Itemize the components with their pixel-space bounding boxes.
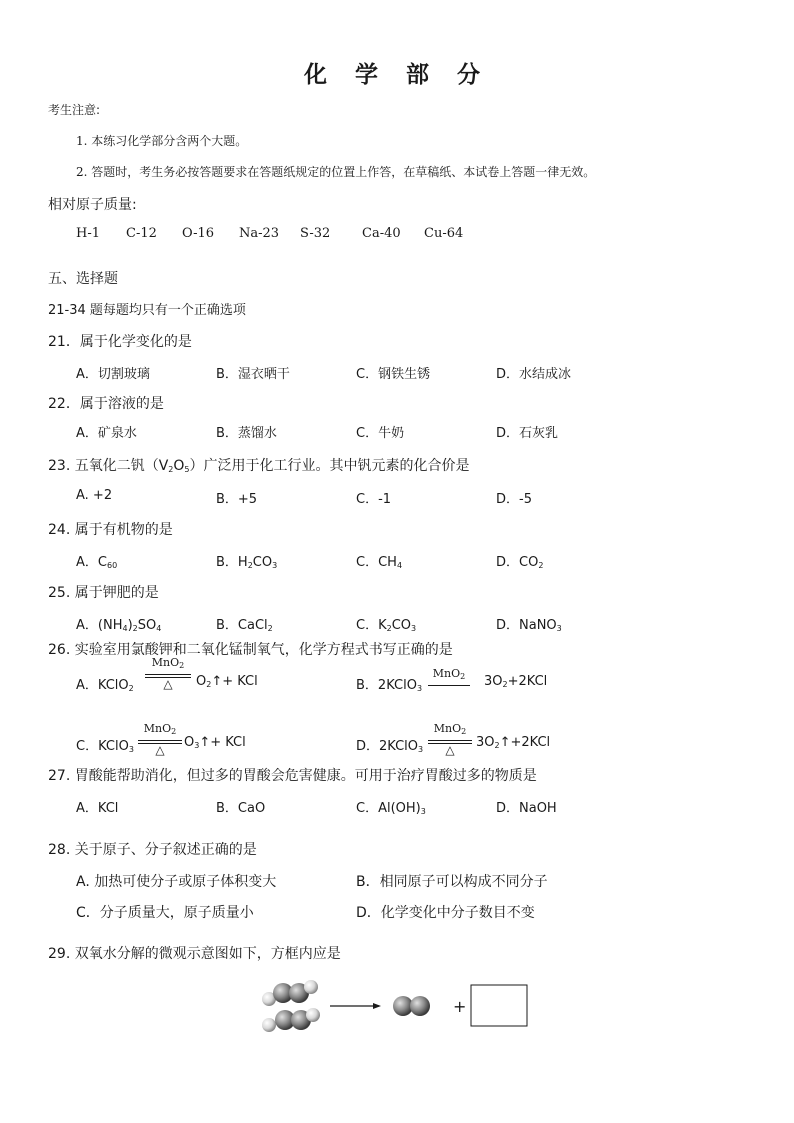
decomposition-diagram <box>255 975 545 1037</box>
q26-option-a-left: A．KClO$_2$ <box>76 678 134 693</box>
q24-option-b: B．$H_2CO_3$ <box>216 555 278 570</box>
q27-option-b: B．CaO <box>216 801 266 816</box>
q26-option-d-condition <box>428 723 472 757</box>
q25-option-d: D．NaNO$_3$ <box>496 618 562 633</box>
q24-option-d: D．$CO_2$ <box>496 555 544 570</box>
answer-box <box>471 985 527 1026</box>
q21-option-d: D．水结成冰 <box>496 367 572 382</box>
q26-option-c-right: $O_3↑+$ KCl <box>184 735 246 750</box>
q24-option-c: C．$CH_4$ <box>356 555 403 570</box>
q22-option-a: A．矿泉水 <box>76 426 137 441</box>
q26-option-c-left: C．KClO$_3$ <box>76 739 134 754</box>
q23-option-a: A. +2 <box>76 488 113 503</box>
hydrogen-atom <box>306 1008 320 1022</box>
q27-stem: 27. 胃酸能帮助消化，但过多的胃酸会危害健康。可用于治疗胃酸过多的物质是 <box>48 768 537 784</box>
q26-option-d-right: $3O_2↑+2KCl$ <box>476 735 551 750</box>
reaction-arrow <box>330 1003 381 1009</box>
q28-stem: 28. 关于原子、分子叙述正确的是 <box>48 842 257 858</box>
atomic-mass-na: Na-23 <box>239 226 280 241</box>
q25-option-b: B．CaCl$_2$ <box>216 618 273 633</box>
q23-option-d: D．-5 <box>496 492 532 507</box>
catalyst-label: MnO$_2$ <box>151 656 185 670</box>
oxygen-molecule <box>393 996 430 1016</box>
q27-option-c: C．$Al(OH)_3$ <box>356 801 426 816</box>
q26-option-a-right: $O_2↑+$ KCl <box>196 674 258 689</box>
q23-stem: 23. 五氧化二钒$(V_2O_5)$广泛用于化工行业。其中钒元素的化合价是 <box>48 458 470 474</box>
q26-stem: 26. 实验室用氯酸钾和二氧化锰制氧气，化学方程式书写正确的是 <box>48 642 453 658</box>
atomic-mass-o: O-16 <box>182 226 215 241</box>
q25-option-c: C．$K_2CO_3$ <box>356 618 417 633</box>
hydrogen-peroxide-molecule-bottom <box>262 1008 320 1032</box>
atomic-mass-s: S-32 <box>300 226 331 241</box>
q21-option-c: C．钢铁生锈 <box>356 367 431 382</box>
atomic-mass-c: C-12 <box>126 226 157 241</box>
q21-option-b: B．湿衣晒干 <box>216 367 290 382</box>
page-title: 化 学 部 分 <box>303 62 491 88</box>
q26-option-b-left: B．2KClO$_3$ <box>356 678 423 693</box>
q24-option-a: A．$C_{60}$ <box>76 555 118 570</box>
q25-stem: 25. 属于钾肥的是 <box>48 585 159 601</box>
q28-option-c: C．分子质量大，原子质量小 <box>76 905 254 921</box>
q21-option-a: A．切割玻璃 <box>76 367 150 382</box>
q22-stem: 22．属于溶液的是 <box>48 396 164 412</box>
heat-symbol: △ <box>163 677 173 691</box>
q27-option-a: A．KCl <box>76 801 119 816</box>
q23-option-c: C．-1 <box>356 492 392 507</box>
notice-item-1: 1. 本练习化学部分含两个大题。 <box>76 134 248 148</box>
oxygen-atom <box>410 996 430 1016</box>
atomic-mass-heading: 相对原子质量: <box>48 197 137 213</box>
q28-option-a: A. 加热可使分子或原子体积变大 <box>76 874 277 890</box>
q21-stem: 21．属于化学变化的是 <box>48 334 192 350</box>
notice-heading: 考生注意: <box>48 103 101 117</box>
notice-item-2: 2. 答题时，考生务必按答题要求在答题纸规定的位置上作答，在草稿纸、本试卷上答题一律无效。 <box>76 165 596 179</box>
hydrogen-atom <box>262 1018 276 1032</box>
heat-symbol: △ <box>155 743 165 757</box>
q23-option-b: B．+5 <box>216 492 258 507</box>
catalyst-label: MnO$_2$ <box>143 722 177 736</box>
q28-option-d: D．化学变化中分子数目不变 <box>356 905 535 921</box>
q26-option-b-condition <box>428 668 470 686</box>
q22-option-d: D．石灰乳 <box>496 426 559 441</box>
q26-option-a-condition <box>145 657 191 691</box>
q22-option-b: B．蒸馏水 <box>216 426 277 441</box>
hydrogen-atom <box>304 980 318 994</box>
heat-symbol: △ <box>445 743 455 757</box>
catalyst-label: MnO$_2$ <box>432 667 466 681</box>
q29-stem: 29. 双氧水分解的微观示意图如下，方框内应是 <box>48 946 341 962</box>
atomic-mass-cu: Cu-64 <box>424 226 464 241</box>
hydrogen-peroxide-molecule-top <box>262 980 318 1006</box>
section-heading: 五、选择题 <box>48 271 118 287</box>
q27-option-d: D．NaOH <box>496 801 557 816</box>
atomic-mass-ca: Ca-40 <box>362 226 401 241</box>
q26-option-c-condition <box>138 723 182 757</box>
q25-option-a: A．$(NH_4)_2SO_4$ <box>76 618 162 633</box>
q22-option-c: C．牛奶 <box>356 426 405 441</box>
single-line <box>428 685 470 686</box>
catalyst-label: MnO$_2$ <box>433 722 467 736</box>
section-instruction: 21-34 题每题均只有一个正确选项 <box>48 303 246 318</box>
atomic-mass-h: H-1 <box>76 226 101 241</box>
q26-option-b-right: $3O_2+2KCl$ <box>484 674 548 689</box>
q28-option-b: B．相同原子可以构成不同分子 <box>356 874 548 890</box>
q24-stem: 24. 属于有机物的是 <box>48 522 173 538</box>
q26-option-d-left: D．2KClO$_3$ <box>356 739 424 754</box>
plus-sign: + <box>453 997 467 1016</box>
